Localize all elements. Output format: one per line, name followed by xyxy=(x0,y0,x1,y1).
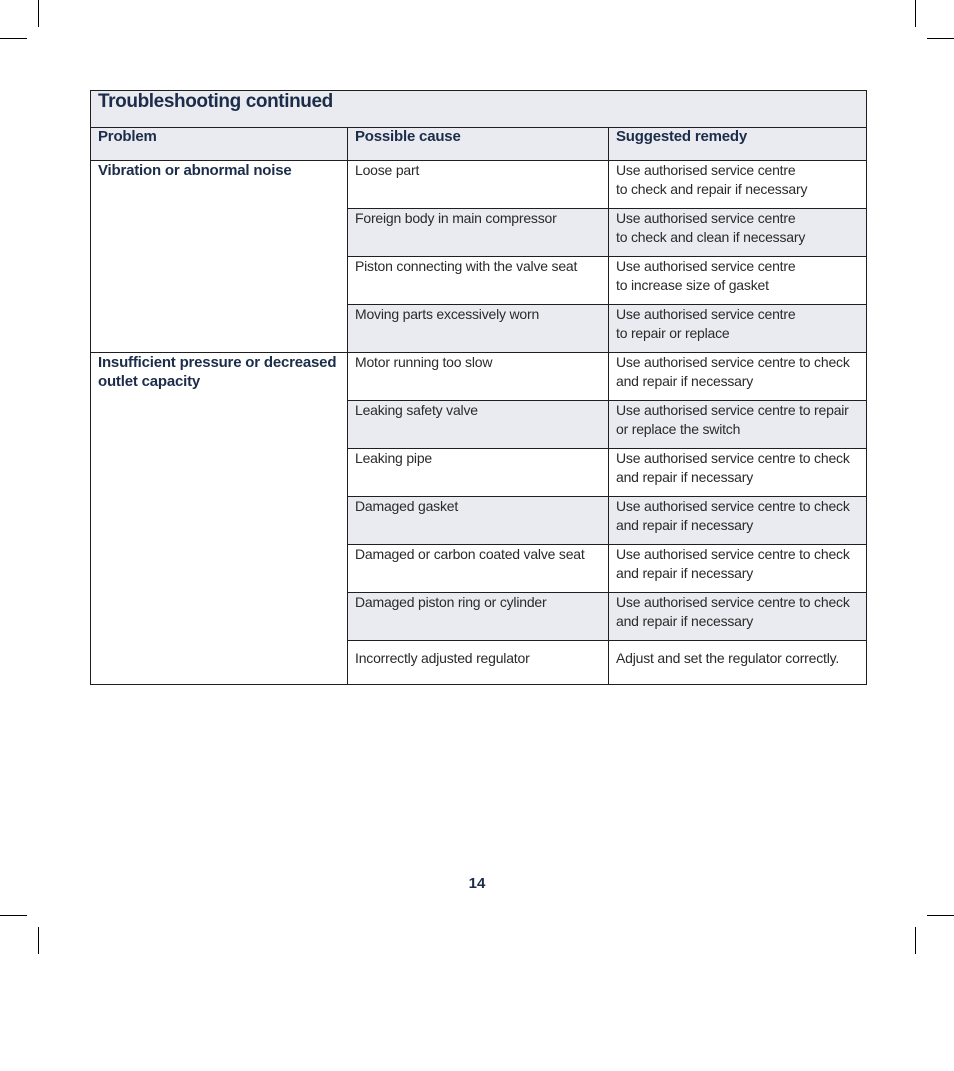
table-row xyxy=(91,353,867,401)
remedy-line: Use authorised service centre to repair xyxy=(616,402,849,418)
remedy-cell xyxy=(609,449,867,497)
crop-mark xyxy=(38,927,39,954)
crop-mark xyxy=(0,38,27,39)
crop-mark xyxy=(38,0,39,27)
remedy-line: and repair if necessary xyxy=(616,517,754,533)
remedy-line: to increase size of gasket xyxy=(616,277,769,293)
remedy-line: Use authorised service centre to check xyxy=(616,498,850,514)
table-row xyxy=(91,161,867,209)
remedy-line: Use authorised service centre xyxy=(616,210,796,226)
remedy-cell xyxy=(609,497,867,545)
header-problem: Problem xyxy=(91,128,348,161)
remedy-cell xyxy=(609,305,867,353)
troubleshooting-table xyxy=(90,90,867,685)
remedy-line: to repair or replace xyxy=(616,325,730,341)
page-number: 14 xyxy=(468,875,486,892)
remedy-line: to check and clean if necessary xyxy=(616,229,806,245)
crop-mark xyxy=(927,915,954,916)
crop-mark xyxy=(915,927,916,954)
remedy-cell xyxy=(609,545,867,593)
remedy-cell xyxy=(609,257,867,305)
cause-cell: Piston connecting with the valve seat xyxy=(348,257,609,305)
table-title: Troubleshooting continued xyxy=(91,91,867,128)
remedy-line: Use authorised service centre to check xyxy=(616,594,850,610)
cause-cell: Damaged piston ring or cylinder xyxy=(348,593,609,641)
crop-mark xyxy=(0,915,27,916)
remedy-line: Use authorised service centre xyxy=(616,306,796,322)
cause-cell: Leaking safety valve xyxy=(348,401,609,449)
crop-mark xyxy=(927,38,954,39)
remedy-line: or replace the switch xyxy=(616,421,741,437)
remedy-line: and repair if necessary xyxy=(616,613,754,629)
crop-mark xyxy=(915,0,916,27)
remedy-cell xyxy=(609,641,867,685)
cause-cell: Damaged gasket xyxy=(348,497,609,545)
remedy-cell xyxy=(609,593,867,641)
cause-cell: Damaged or carbon coated valve seat xyxy=(348,545,609,593)
remedy-line: Use authorised service centre to check xyxy=(616,450,850,466)
remedy-cell xyxy=(609,401,867,449)
remedy-line: Use authorised service centre to check xyxy=(616,354,850,370)
remedy-cell xyxy=(609,353,867,401)
header-possible-cause: Possible cause xyxy=(348,128,609,161)
cause-cell: Incorrectly adjusted regulator xyxy=(348,641,609,685)
remedy-line: Use authorised service centre to check xyxy=(616,546,850,562)
cause-cell: Moving parts excessively worn xyxy=(348,305,609,353)
remedy-line: and repair if necessary xyxy=(616,469,754,485)
remedy-line: Use authorised service centre xyxy=(616,258,796,274)
remedy-line: Adjust and set the regulator correctly. xyxy=(616,650,840,666)
remedy-line: Use authorised service centre xyxy=(616,162,796,178)
remedy-line: to check and repair if necessary xyxy=(616,181,808,197)
header-suggested-remedy: Suggested remedy xyxy=(609,128,867,161)
problem-cell: Vibration or abnormal noise xyxy=(91,161,348,353)
problem-cell: Insufficient pressure or decreased outlet capacity xyxy=(91,353,348,685)
cause-cell: Leaking pipe xyxy=(348,449,609,497)
remedy-line: and repair if necessary xyxy=(616,373,754,389)
cause-cell: Loose part xyxy=(348,161,609,209)
cause-cell: Foreign body in main compressor xyxy=(348,209,609,257)
remedy-line: and repair if necessary xyxy=(616,565,754,581)
cause-cell: Motor running too slow xyxy=(348,353,609,401)
remedy-cell xyxy=(609,209,867,257)
remedy-cell xyxy=(609,161,867,209)
